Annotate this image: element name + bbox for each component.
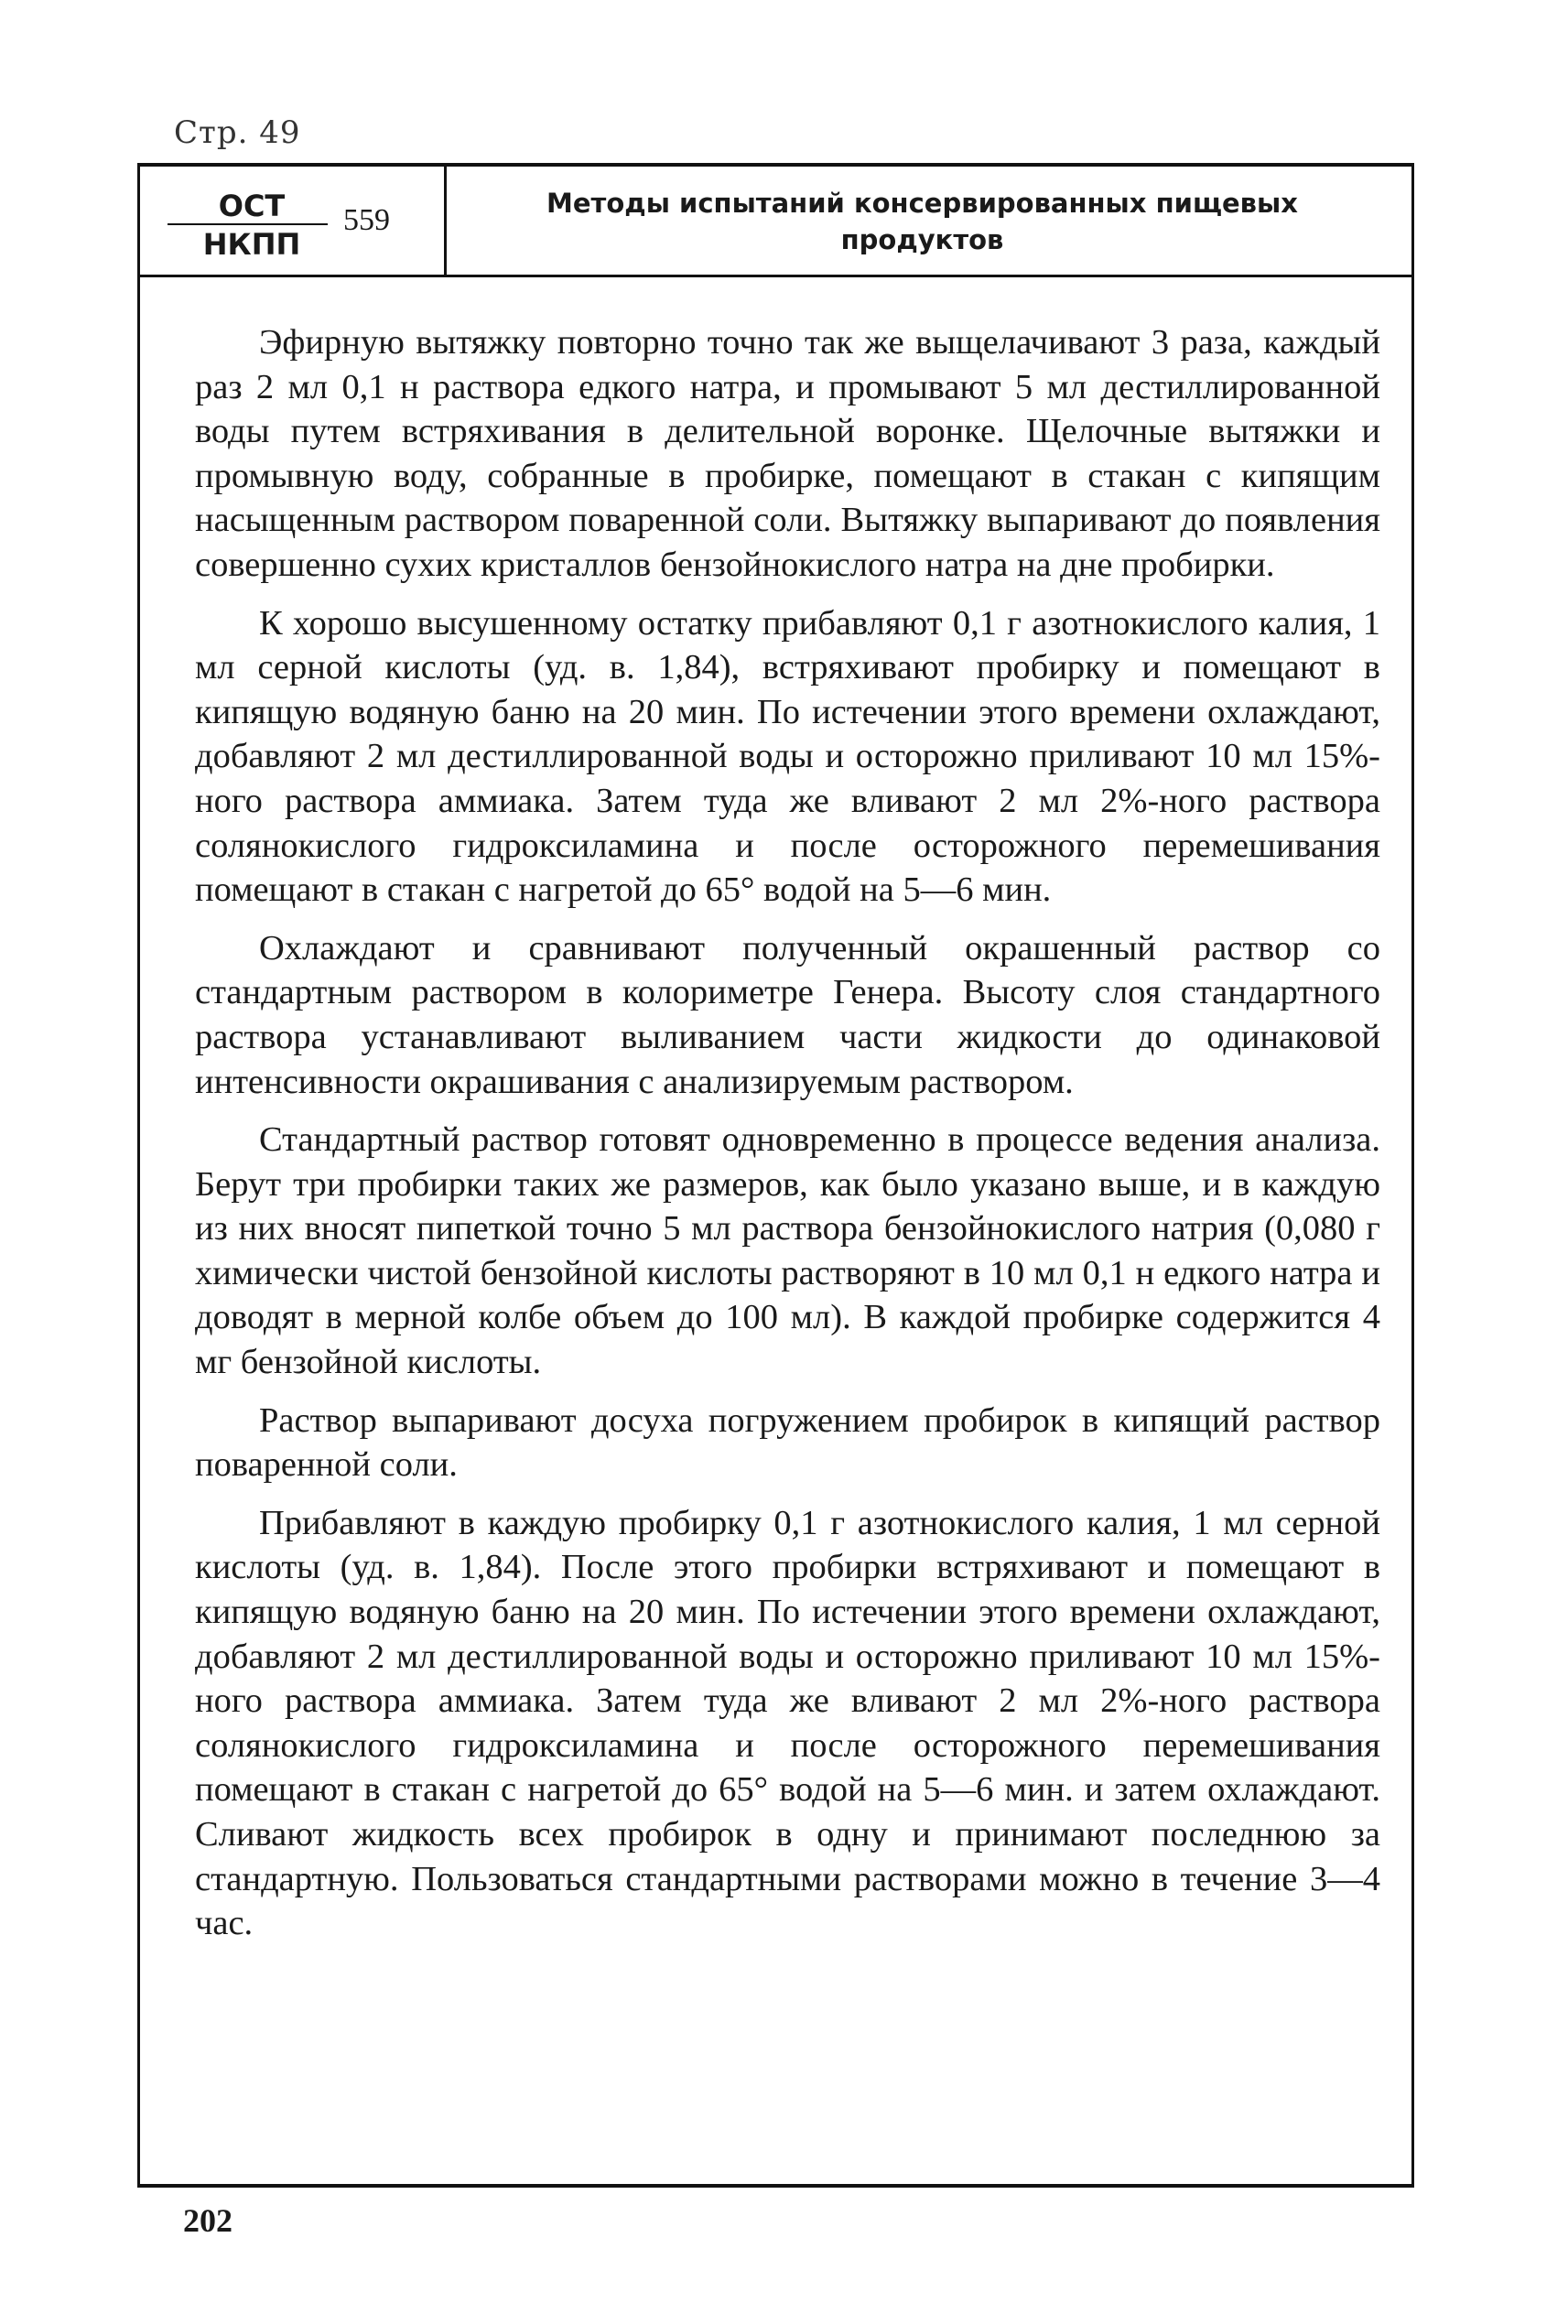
paragraph: К хорошо высушенному остатку прибавляют 0,1 г азотнокислого калия, 1 мл серной кислоты (уд. в. 1,84), встряхивают пробирку и помещают в кипящую водяную баню на 20 мин. По истечении этого времени охлаждают, добавляют 2 мл дестиллированной воды и осторожно приливают 10 мл 15%-ного раствора аммиака. Затем туда же вливают 2 мл 2%-ного раствора солянокислого гидроксиламина и после осторожного перемешивания помещают в стакан с нагретой до 65° водой на 5—6 мин. xyxy=(195,603,1380,910)
document-header xyxy=(140,167,1411,277)
page-label: Стр. 49 xyxy=(174,114,301,151)
paragraph: Охлаждают и сравнивают полученный окрашенный раствор со стандартным раствором в колориметре Генера. Высоту слоя стандартного раствора устанавливают выливанием части жидкости до одинаковой интенсивности окрашивания с анализируемым раствором. xyxy=(195,928,1380,1101)
standard-designation xyxy=(140,167,447,275)
body-text xyxy=(195,320,1380,1960)
document-title xyxy=(451,185,1393,258)
title-line-2: продуктов xyxy=(840,224,1004,255)
ost-label: ОСТ xyxy=(218,189,286,223)
standard-number: 559 xyxy=(343,203,390,237)
paragraph: Стандартный раствор готовят одновременно в процессе ведения анализа. Берут три пробирки таких же размеров, как было указано выше, и в каждую из них вносят пипеткой точно 5 мл раствора бензойнокислого натрия (0,080 г химически чистой бензойной кислоты растворяют в 10 мл 0,1 н едкого натра и доводят в мерной колбе объем до 100 мл). В каждой пробирке содержится 4 мг бензойной кислоты. xyxy=(195,1120,1380,1382)
paragraph: Раствор выпаривают досуха погружением пробирок в кипящий раствор поваренной соли. xyxy=(195,1400,1380,1485)
document-frame xyxy=(137,163,1414,2188)
paragraph: Эфирную вытяжку повторно точно так же выщелачивают 3 раза, каждый раз 2 мл 0,1 н раствора едкого натра, и промывают 5 мл дестиллированной воды путем встряхивания в делительной воронке. Щелочные вытяжки и промывную воду, собранные в пробирке, помещают в стакан с кипящим насыщенным раствором поваренной соли. Вытяжку выпаривают до появления совершенно сухих кристаллов бензойнокислого натра на дне пробирки. xyxy=(195,323,1380,584)
nkpp-label: НКПП xyxy=(202,227,301,262)
title-line-1: Методы испытаний консервированных пищевых xyxy=(546,188,1298,219)
paragraph: Прибавляют в каждую пробирку 0,1 г азотнокислого калия, 1 мл серной кислоты (уд. в. 1,84). После этого пробирки встряхивают и помещают в кипящую водяную баню на 20 мин. По истечении этого времени охлаждают, добавляют 2 мл дестиллированной воды и осторожно приливают 10 мл 15%-ного раствора аммиака. Затем туда же вливают 2 мл 2%-ного раствора солянокислого гидроксиламина и после осторожного перемешивания помещают в стакан с нагретой до 65° водой на 5—6 мин. и затем охлаждают. Сливают жидкость всех пробирок в одну и принимают последнюю за стандартную. Пользоваться стандартными растворами можно в течение 3—4 час. xyxy=(195,1503,1380,1943)
page-number: 202 xyxy=(183,2202,232,2239)
fraction-line xyxy=(168,223,328,225)
